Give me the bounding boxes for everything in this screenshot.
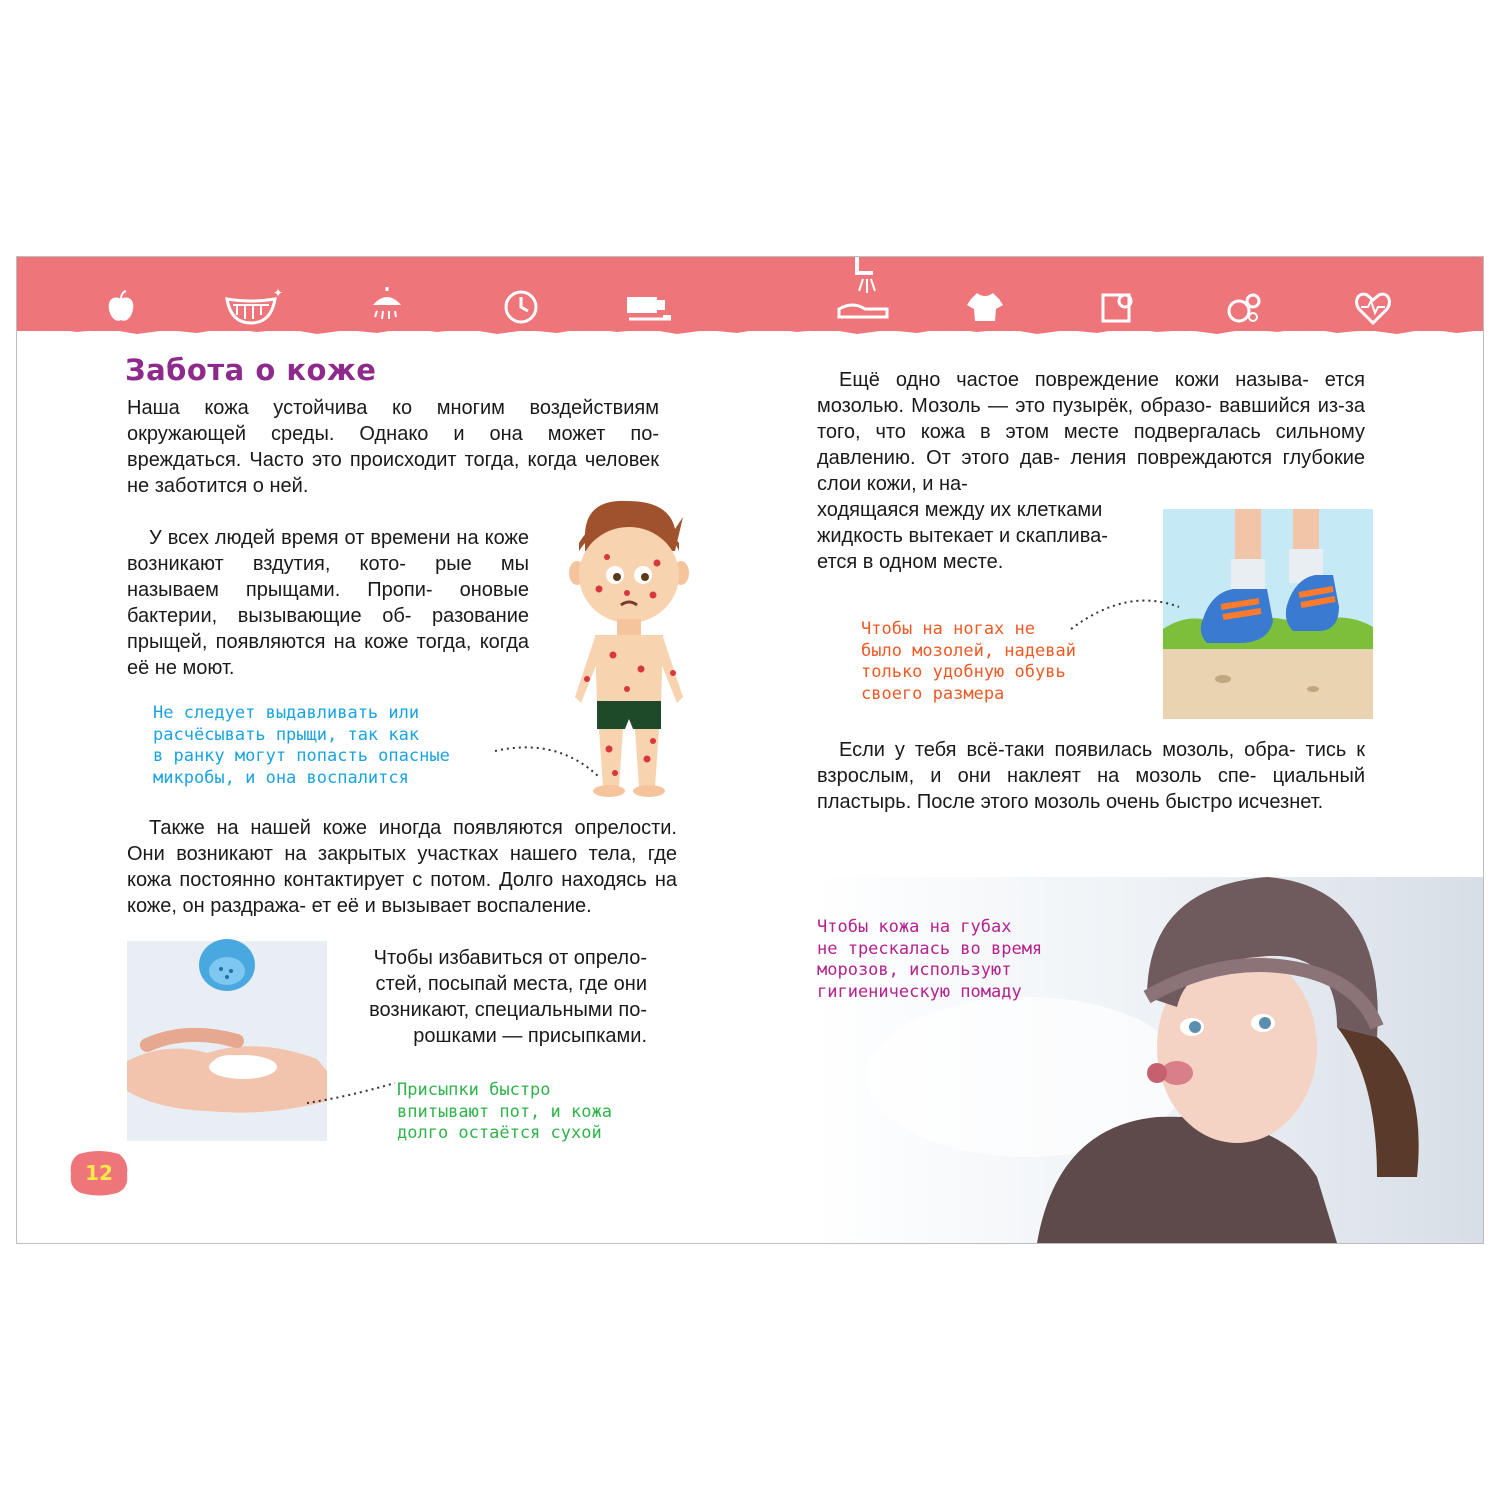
blister-paragraph-bottom: ходящаяся между их клетками жидкость вытекает и скаплива- ется в одном месте. [817, 499, 1108, 573]
orange-tip-note: Чтобы на ногах не было мозолей, надевай только удобную обувь своего размера [861, 619, 1076, 704]
book-spread [16, 256, 1484, 1244]
purple-tip-note: Чтобы кожа на губах не трескалась во время морозов, используют гигиеническую помаду [817, 917, 1043, 1002]
intro-paragraph: Наша кожа устойчива ко многим воздействиям окружающей среды. Однако и она может по- вреждаться. Часто это происходит тогда, когда человек не заботится о ней. [127, 397, 659, 497]
toilet-paper-icon [1097, 287, 1137, 327]
soap-bubbles-icon [1223, 287, 1263, 327]
tshirt-icon [965, 287, 1005, 327]
page-number-badge [69, 1150, 129, 1196]
clock-icon [501, 287, 541, 327]
washbasin-icon [833, 257, 893, 331]
page-number: 12 [85, 1161, 113, 1185]
blister-paragraph-top: Ещё одно частое повреждение кожи называ- ется мозолью. Мозоль — это пузырёк, образо- вавшийся из-за того, что кожа в этом месте подвергалась сильному давлению. От этого дав- ления повреждаются глубокие слои кожи, и на- [817, 369, 1366, 495]
green-tip-note: Присыпки быстро впитывают пот, и кожа долго остаётся сухой [397, 1080, 612, 1143]
svg-text:✦: ✦ [273, 286, 284, 300]
powder-hand-photo [127, 941, 327, 1141]
feet-sneakers-illustration [1163, 509, 1373, 719]
shower-icon [367, 287, 407, 327]
chafing-paragraph: Также на нашей коже иногда появляются опрелости. Они возникают на закрытых участках нашего тела, где кожа постоянно контактирует с потом. Долго находясь на коже, он раздража- ет её и вызывает воспаление. [127, 817, 677, 917]
apple-icon [101, 287, 141, 327]
page-title: Забота о коже [125, 353, 377, 387]
heart-pulse-icon [1353, 287, 1393, 327]
blue-tip-note: Не следует выдавливать или расчёсывать прыщи, так как в ранку могут попасть опасные микробы, и она воспалится [153, 703, 450, 788]
pimples-paragraph: У всех людей время от времени на коже возникают вздутия, кото- рые мы называем прыщами. Пропи- оновые бактерии, вызывающие об- разование прыщей, появляются на коже тогда, когда её не моют. [127, 527, 529, 679]
powder-paragraph: Чтобы избавиться от опрело- стей, посыпай места, где они возникают, специальными по- рошками — присыпками. [369, 947, 647, 1047]
smile-icon [221, 286, 284, 327]
toothpaste-icon [625, 287, 675, 327]
plaster-paragraph: Если у тебя всё-таки появилась мозоль, обра- тись к взрослым, и они наклеят на мозоль спе- циальный пластырь. После этого мозоль очень быстро исчезнет. [817, 739, 1366, 813]
boy-with-pimples-illustration [557, 493, 697, 801]
